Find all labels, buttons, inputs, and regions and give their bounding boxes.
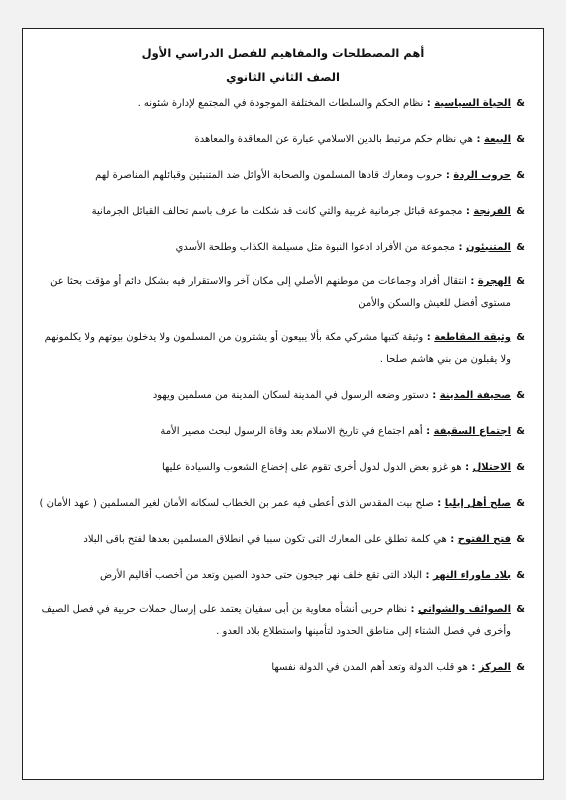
term-entry: & فتح الفتوح : هي كلمة تطلق على المعارك التى تكون سببا في انطلاق المسلمين بعدها لفتح باقى البلاد [39, 529, 525, 551]
bullet-marker: & [516, 534, 525, 545]
term-entry: & اجتماع السقيفة : أهم اجتماع في تاريخ الاسلام بعد وفاة الرسول لبحث مصير الأمة [39, 421, 525, 443]
bullet-marker: & [516, 332, 525, 343]
bullet-marker: & [516, 206, 525, 217]
term-entry: & الحياة السياسية : نظام الحكم والسلطات المختلفة الموجودة في المجتمع لإدارة شئونه . [39, 93, 525, 115]
term-name: الاحتلال [472, 462, 511, 473]
term-name: المتنبئون [465, 242, 511, 253]
bullet-marker: & [516, 662, 525, 673]
term-name: الصوائف والشواتي [417, 604, 511, 615]
bullet-marker: & [516, 242, 525, 253]
term-definition: انتقال أفراد وجماعات من موطنهم الأصلي إلى مكان آخر والاستقرار فيه بشكل دائم أو مؤقت بحثا عن مستوى أفضل للعيش والسكن والأمن [50, 276, 511, 309]
bullet-marker: & [516, 570, 525, 581]
term-definition: حروب ومعارك قادها المسلمون والصحابة الأوائل ضد المتنبئين وقبائلهم المناصرة لهم [95, 170, 443, 181]
term-name: اجتماع السقيفة [433, 426, 511, 437]
bullet-marker: & [516, 390, 525, 401]
term-definition: دستور وضعه الرسول في المدينة لسكان المدينة من مسلمين ويهود [152, 390, 429, 401]
term-name: الفرنجة [473, 206, 511, 217]
term-name: البيعة [483, 134, 511, 145]
term-definition: مجموعة قبائل جرمانية غربية والتي كانت قد شكلت ما عرف باسم تحالف القبائل الجرمانية [91, 206, 463, 217]
term-entry: & الصوائف والشواتي : نظام حربى أنشأه معاوية بن أبى سفيان يعتمد على إرسال حملات حربية في فصل الصيف وأخرى في فصل الشتاء إلى مناطق الحدود لتأمينها واستطلاع بلاد العدو . [39, 599, 525, 643]
term-entry: & الهجرة : انتقال أفراد وجماعات من موطنهم الأصلي إلى مكان آخر والاستقرار فيه بشكل دائم أو مؤقت بحثا عن مستوى أفضل للعيش والسكن والأمن [39, 271, 525, 315]
term-entry: & البيعة : هي نظام حكم مرتبط بالدين الاسلامي عبارة عن المعاقدة والمعاهدة [39, 129, 525, 151]
document-subtitle: الصف الثاني الثانوي [226, 70, 340, 84]
term-name: الهجرة [477, 276, 511, 287]
term-entry: & المركز : هو قلب الدولة وتعد أهم المدن في الدولة نفسها [39, 657, 525, 679]
document-title: أهم المصطلحات والمفاهيم للفصل الدراسي الأول [141, 46, 425, 60]
document-page [22, 28, 544, 780]
term-entry: & حروب الردة : حروب ومعارك قادها المسلمون والصحابة الأوائل ضد المتنبئين وقبائلهم المناصرة لهم [39, 165, 525, 187]
term-entry: & وثيقة المقاطعة : وثيقة كتبها مشركي مكة بألا يبيعون أو يشترون من المسلمون ولا يدخلون بيوتهم ولا يكلمونهم ولا يقبلون من بني هاشم صلحا . [39, 327, 525, 371]
term-definition: وثيقة كتبها مشركي مكة بألا يبيعون أو يشترون من المسلمون ولا يدخلون بيوتهم ولا يكلمونهم ولا يقبلون من بني هاشم صلحا . [44, 332, 511, 365]
bullet-marker: & [516, 426, 525, 437]
term-definition: البلاد التى تقع خلف نهر جيجون حتى حدود الصين وتعد من أخصب أقاليم الأرض [99, 570, 423, 581]
term-name: صلح أهل إيليا [444, 498, 511, 509]
term-name: المركز [478, 662, 511, 673]
term-definition: نظام الحكم والسلطات المختلفة الموجودة في المجتمع لإدارة شئونه . [137, 98, 424, 109]
term-definition: هو قلب الدولة وتعد أهم المدن في الدولة نفسها [271, 662, 468, 673]
bullet-marker: & [516, 134, 525, 145]
term-name: صحيفة المدينة [439, 390, 511, 401]
term-name: وثيقة المقاطعة [434, 332, 511, 343]
bullet-marker: & [516, 170, 525, 181]
bullet-marker: & [516, 98, 525, 109]
term-entry: & المتنبئون : مجموعة من الأفراد ادعوا النبوة مثل مسيلمة الكذاب وطلحة الأسدي [39, 237, 525, 259]
term-entry: & بلاد ماوراء النهر : البلاد التى تقع خلف نهر جيجون حتى حدود الصين وتعد من أخصب أقاليم الأرض [39, 565, 525, 587]
term-entry: & الفرنجة : مجموعة قبائل جرمانية غربية والتي كانت قد شكلت ما عرف باسم تحالف القبائل الجرمانية [39, 201, 525, 223]
bullet-marker: & [516, 498, 525, 509]
bullet-marker: & [516, 276, 525, 287]
term-name: فتح الفتوح [457, 534, 511, 545]
term-definition: هو غزو بعض الدول لدول أخرى تقوم على إخضاع الشعوب والسيادة عليها [161, 462, 462, 473]
term-entry: & صحيفة المدينة : دستور وضعه الرسول في المدينة لسكان المدينة من مسلمين ويهود [39, 385, 525, 407]
term-name: الحياة السياسية [434, 98, 511, 109]
terms-list [23, 93, 543, 679]
term-entry: & صلح أهل إيليا : صلح بيت المقدس الذى أعطى فيه عمر بن الخطاب لسكانه الأمان لغير المسلمين ( عهد الأمان ) [39, 493, 525, 515]
term-definition: هي كلمة تطلق على المعارك التى تكون سببا في انطلاق المسلمين بعدها لفتح باقى البلاد [83, 534, 447, 545]
term-entry: & الاحتلال : هو غزو بعض الدول لدول أخرى تقوم على إخضاع الشعوب والسيادة عليها [39, 457, 525, 479]
term-definition: نظام حربى أنشأه معاوية بن أبى سفيان يعتمد على إرسال حملات حربية في فصل الصيف وأخرى في فصل الشتاء إلى مناطق الحدود لتأمينها واستطلاع بلاد العدو . [41, 604, 511, 637]
term-name: بلاد ماوراء النهر [433, 570, 511, 581]
term-definition: صلح بيت المقدس الذى أعطى فيه عمر بن الخطاب لسكانه الأمان لغير المسلمين ( عهد الأمان ) [39, 498, 434, 509]
term-definition: هي نظام حكم مرتبط بالدين الاسلامي عبارة عن المعاقدة والمعاهدة [194, 134, 473, 145]
term-definition: أهم اجتماع في تاريخ الاسلام بعد وفاة الرسول لبحث مصير الأمة [160, 426, 423, 437]
term-name: حروب الردة [453, 170, 511, 181]
bullet-marker: & [516, 462, 525, 473]
term-definition: مجموعة من الأفراد ادعوا النبوة مثل مسيلمة الكذاب وطلحة الأسدي [175, 242, 455, 253]
bullet-marker: & [516, 604, 525, 615]
